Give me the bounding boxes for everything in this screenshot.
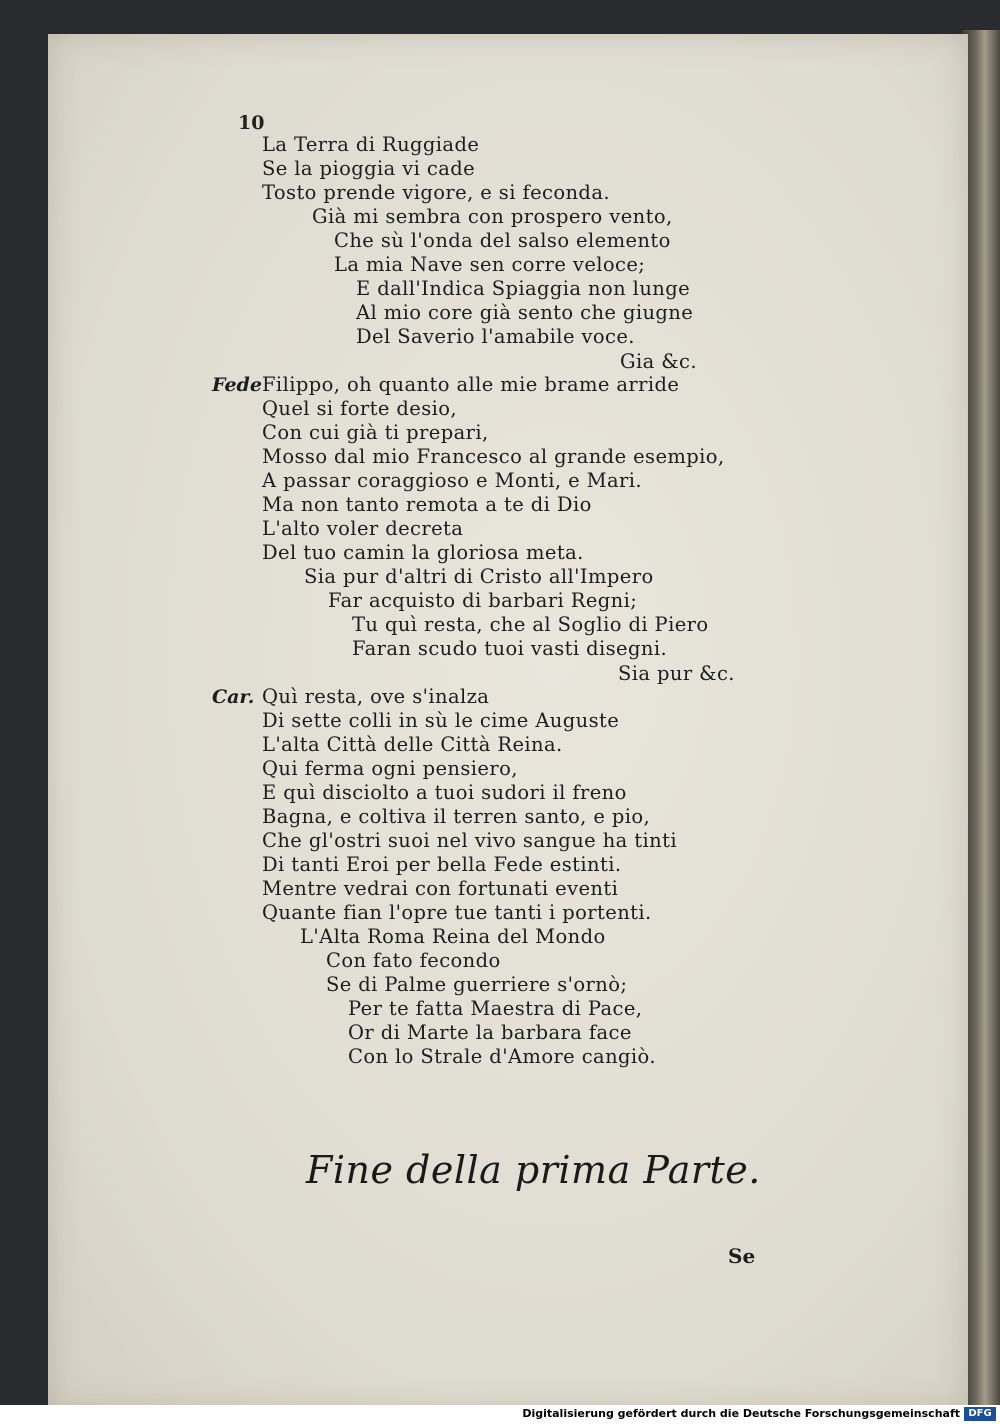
verse-line: Con fato fecondo (326, 949, 501, 972)
verse-line: Con cui già ti prepari, (262, 421, 489, 444)
speaker-label: Fede (212, 374, 262, 396)
verse-line: Qui ferma ogni pensiero, (262, 757, 518, 780)
verse-line: Faran scudo tuoi vasti disegni. (352, 637, 668, 660)
verse-line: La mia Nave sen corre veloce; (334, 253, 646, 276)
verse-line: Sia pur d'altri di Cristo all'Impero (304, 565, 654, 588)
verse-line: L'alto voler decreta (262, 517, 464, 540)
verse-line: L'alta Città delle Città Reina. (262, 733, 563, 756)
dfg-logo: DFG (964, 1407, 996, 1421)
verse-line: Per te fatta Maestra di Pace, (348, 997, 643, 1020)
verse-line: Già mi sembra con prospero vento, (312, 205, 673, 228)
verse-line: Ma non tanto remota a te di Dio (262, 493, 592, 516)
verse-line: La Terra di Ruggiade (262, 133, 480, 156)
verse-line: Mosso dal mio Francesco al grande esempio, (262, 445, 725, 468)
page-number: 10 (238, 112, 265, 134)
verse-line: Bagna, e coltiva il terren santo, e pio, (262, 805, 651, 828)
verse-line: Quì resta, ove s'inalza (262, 685, 490, 708)
verse-line: Del Saverio l'amabile voce. (356, 325, 635, 348)
verse-line: Filippo, oh quanto alle mie brame arride (262, 373, 680, 396)
verse-line: Tu quì resta, che al Soglio di Piero (352, 613, 709, 636)
footer-bar (0, 1405, 1000, 1424)
verse-line: Al mio core già sento che giugne (356, 301, 694, 324)
catchword: Se (728, 1244, 756, 1268)
verse-line: Se di Palme guerriere s'ornò; (326, 973, 628, 996)
verse-line: L'Alta Roma Reina del Mondo (300, 925, 606, 948)
footer-credit: Digitalisierung gefördert durch die Deutsche Forschungsgemeinschaft (522, 1407, 960, 1420)
verse-line: A passar coraggioso e Monti, e Mari. (262, 469, 643, 492)
verse-line: Tosto prende vigore, e si feconda. (262, 181, 610, 204)
verse-line: Quante fian l'opre tue tanti i portenti. (262, 901, 652, 924)
verse-line: E dall'Indica Spiaggia non lunge (356, 277, 691, 300)
verse-line: Che gl'ostri suoi nel vivo sangue ha tinti (262, 829, 677, 852)
verse-line: E quì disciolto a tuoi sudori il freno (262, 781, 627, 804)
verse-line: Di tanti Eroi per bella Fede estinti. (262, 853, 622, 876)
verse-line: Gia &c. (620, 350, 697, 373)
verse-line: Mentre vedrai con fortunati eventi (262, 877, 619, 900)
verse-line: Di sette colli in sù le cime Auguste (262, 709, 620, 732)
verse-line: Far acquisto di barbari Regni; (328, 589, 638, 612)
verse-line: Con lo Strale d'Amore cangiò. (348, 1045, 656, 1068)
verse-line: Sia pur &c. (618, 662, 735, 685)
verse-line: Del tuo camin la gloriosa meta. (262, 541, 584, 564)
verse-line: Che sù l'onda del salso elemento (334, 229, 671, 252)
speaker-label: Car. (212, 686, 255, 708)
verse-line: Or di Marte la barbara face (348, 1021, 632, 1044)
verse-line: Quel si forte desio, (262, 397, 458, 420)
closing-title: Fine della prima Parte. (306, 1148, 761, 1192)
verse-line: Se la pioggia vi cade (262, 157, 476, 180)
